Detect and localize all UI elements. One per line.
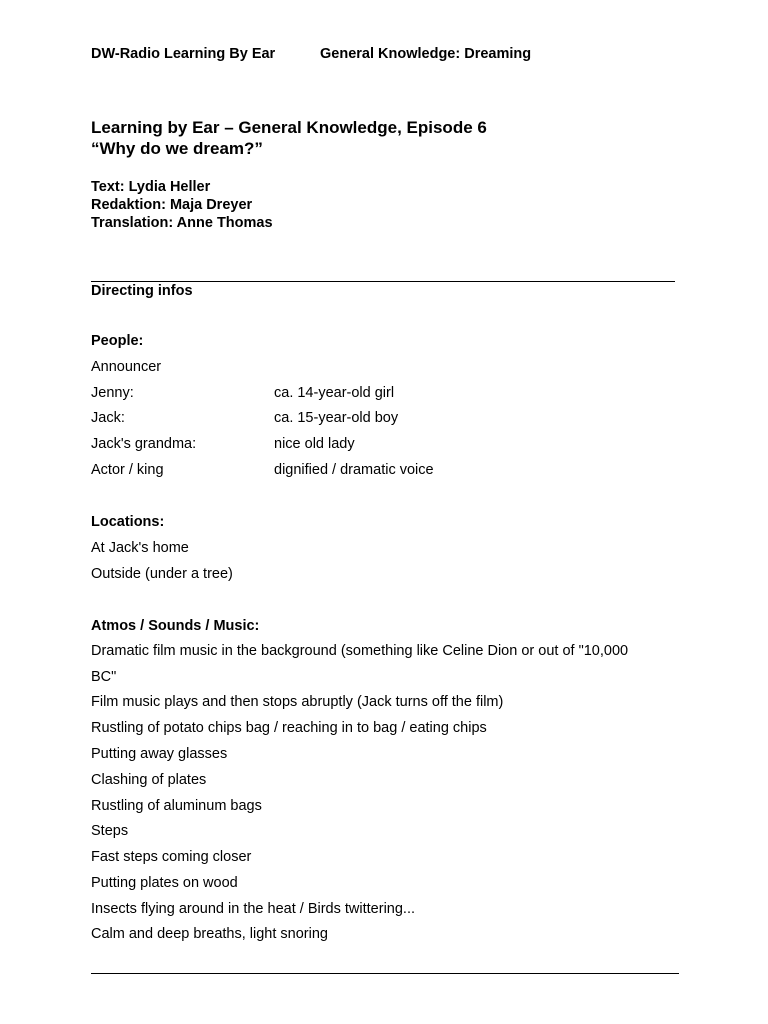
header-left: DW-Radio Learning By Ear — [91, 46, 276, 62]
credit-text: Text: Lydia Heller — [91, 179, 211, 195]
sound-item: Fast steps coming closer — [91, 849, 252, 865]
header-right: General Knowledge: Dreaming — [320, 46, 532, 62]
people-row-name: Jack: — [91, 410, 125, 426]
sound-item: Rustling of aluminum bags — [91, 798, 262, 814]
sound-item: Film music plays and then stops abruptly (Jack turns off the film) — [91, 694, 504, 710]
people-heading: People: — [91, 333, 144, 349]
footer-divider — [91, 973, 679, 974]
document-title: Learning by Ear – General Knowledge, Episode 6 — [91, 118, 487, 137]
people-row-desc: nice old lady — [274, 436, 355, 452]
sound-item: Clashing of plates — [91, 772, 207, 788]
locations-heading: Locations: — [91, 514, 165, 530]
location-item: At Jack's home — [91, 540, 189, 556]
people-row-desc: ca. 14-year-old girl — [274, 385, 395, 401]
directing-heading: Directing infos — [91, 283, 193, 299]
people-row-desc: dignified / dramatic voice — [274, 462, 434, 478]
location-item: Outside (under a tree) — [91, 566, 233, 582]
sounds-heading: Atmos / Sounds / Music: — [91, 618, 260, 634]
people-row-name: Actor / king — [91, 462, 164, 478]
credit-redaktion: Redaktion: Maja Dreyer — [91, 197, 253, 213]
sound-item: Insects flying around in the heat / Birds twittering... — [91, 901, 415, 917]
sound-item: Steps — [91, 823, 129, 839]
people-row-desc: ca. 15-year-old boy — [274, 410, 399, 426]
document-subtitle: “Why do we dream?” — [91, 139, 263, 158]
sound-item: Putting plates on wood — [91, 875, 238, 891]
top-divider — [91, 281, 675, 282]
sound-item: Dramatic film music in the background (something like Celine Dion or out of "10,000 — [91, 643, 629, 659]
credit-translation: Translation: Anne Thomas — [91, 215, 273, 231]
sound-item: Calm and deep breaths, light snoring — [91, 926, 328, 942]
sound-item: BC" — [91, 669, 117, 685]
people-row-name: Jack's grandma: — [91, 436, 197, 452]
people-announcer: Announcer — [91, 359, 162, 375]
sound-item: Rustling of potato chips bag / reaching in to bag / eating chips — [91, 720, 487, 736]
sound-item: Putting away glasses — [91, 746, 228, 762]
people-row-name: Jenny: — [91, 385, 134, 401]
